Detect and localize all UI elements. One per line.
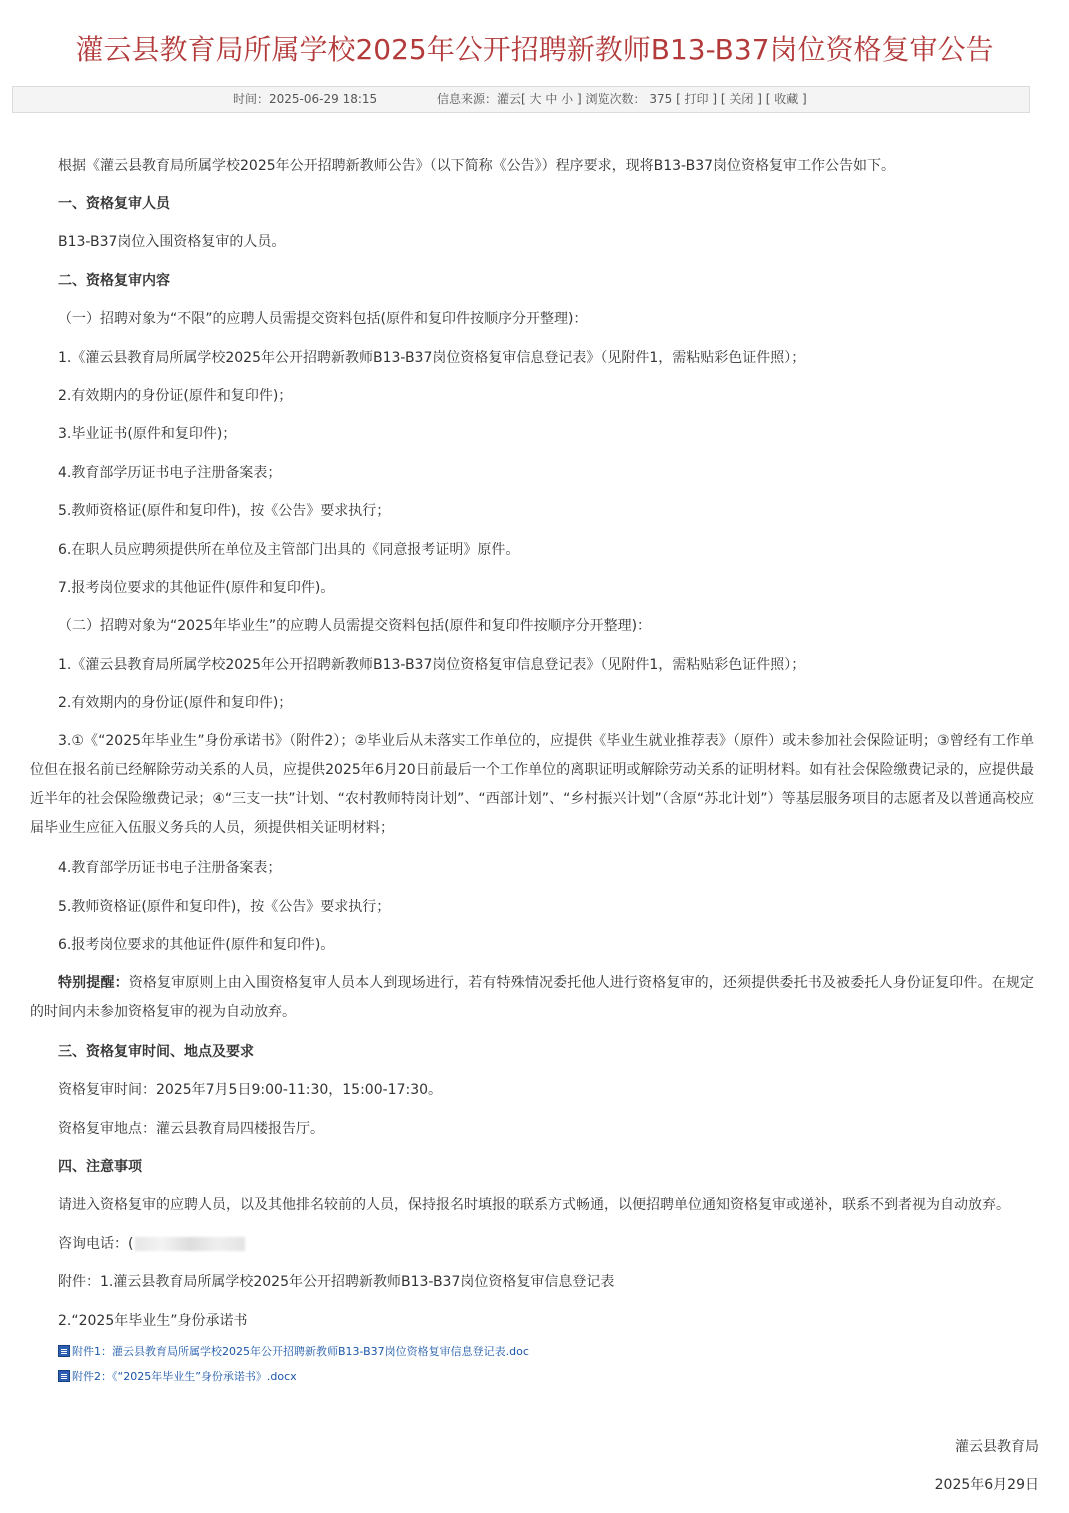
section-1-text: B13-B37岗位入围资格复审的人员。 xyxy=(58,234,286,250)
attachment-list-2: 2.“2025年毕业生”身份承诺书 xyxy=(58,1313,248,1329)
close-link[interactable]: [ 关闭 ] xyxy=(720,92,762,106)
list-item: 3.毕业证书(原件和复印件)； xyxy=(58,426,237,442)
list-item: 6.在职人员应聘须提供所在单位及主管部门出具的《同意报考证明》原件。 xyxy=(58,542,520,558)
attachment-list-1: 附件：1.灌云县教育局所属学校2025年公开招聘新教师B13-B37岗位资格复审信息登记表 xyxy=(58,1274,615,1290)
contact-phone xyxy=(58,1234,245,1254)
section-heading-3: 三、资格复审时间、地点及要求 xyxy=(58,1044,254,1060)
list-item: 6.报考岗位要求的其他证件(原件和复印件)。 xyxy=(58,937,335,953)
signature-date: 2025年6月29日 xyxy=(934,1477,1039,1493)
phone-label: 咨询电话：( xyxy=(58,1236,134,1252)
list-item: 2.有效期内的身份证(原件和复印件)； xyxy=(58,388,293,404)
meta-info xyxy=(437,87,807,112)
section-heading-2: 二、资格复审内容 xyxy=(58,273,170,289)
list-item: 2.有效期内的身份证(原件和复印件)； xyxy=(58,695,293,711)
signature-org: 灌云县教育局 xyxy=(955,1439,1039,1455)
views-count: 375 xyxy=(649,92,673,106)
list-item: 4.教育部学历证书电子注册备案表； xyxy=(58,860,282,876)
reminder-text: 资格复审原则上由入围资格复审人员本人到现场进行，若有特殊情况委托他人进行资格复审的，还须提供委托书及被委托人身份证复印件。在规定的时间内未参加资格复审的视为自动放弃。 xyxy=(30,975,1035,1020)
intro-paragraph: 根据《灌云县教育局所属学校2025年公开招聘新教师公告》（以下简称《公告》）程序要求，现将B13-B37岗位资格复审工作公告如下。 xyxy=(58,158,896,174)
notice-text: 请进入资格复审的应聘人员，以及其他排名较前的人员，保持报名时填报的联系方式畅通，以便招聘单位通知资格复审或递补，联系不到者视为自动放弃。 xyxy=(58,1197,1010,1213)
article-meta-bar xyxy=(12,86,1030,113)
reminder-label: 特别提醒： xyxy=(58,975,129,991)
word-doc-icon xyxy=(58,1370,70,1382)
list-item: 1.《灌云县教育局所属学校2025年公开招聘新教师B13-B37岗位资格复审信息登记表》（见附件1，需粘贴彩色证件照）； xyxy=(58,657,806,673)
list-item: 1.《灌云县教育局所属学校2025年公开招聘新教师B13-B37岗位资格复审信息登记表》（见附件1，需粘贴彩色证件照）； xyxy=(58,350,806,366)
word-doc-icon xyxy=(58,1345,70,1357)
redacted-phone xyxy=(135,1237,245,1251)
review-time: 资格复审时间：2025年7月5日9:00-11:30，15:00-17:30。 xyxy=(58,1082,443,1098)
list-item: 5.教师资格证(原件和复印件)，按《公告》要求执行； xyxy=(58,503,391,519)
views-label: 浏览次数： xyxy=(585,92,646,106)
favorite-link[interactable]: [ 收藏 ] xyxy=(765,92,807,106)
font-size-switch[interactable]: [ 大 中 小 ] xyxy=(521,92,582,106)
attachment-link-2-text: 附件2：《“2025年毕业生”身份承诺书》.docx xyxy=(72,1370,297,1383)
page-title: 灌云县教育局所属学校2025年公开招聘新教师B13-B37岗位资格复审公告 xyxy=(75,33,994,66)
special-reminder xyxy=(30,969,1034,1027)
subsection-heading-1: （一）招聘对象为“不限”的应聘人员需提交资料包括(原件和复印件按顺序分开整理)： xyxy=(58,311,588,327)
publish-time xyxy=(233,87,377,112)
source-value: 灌云 xyxy=(497,92,522,106)
list-item-long: 3.①《“2025年毕业生”身份承诺书》（附件2）；②毕业后从未落实工作单位的，应提供《毕业生就业推荐表》（原件）或未参加社会保险证明；③曾经有工作单位但在报名前已经解除劳动关系的人员，应提供2025年6月20日前最后一个工作单位的离职证明或解除劳动关系的证明材料。如有社会保险缴费记录的，应提供最近半年的社会保险缴费记录；④“三支一扶”计划、“农村教师特岗计划”、“西部计划”、“乡村振兴计划”（含原“苏北计划”）等基层服务项目的志愿者及以普通高校应届毕业生应征入伍服义务兵的人员，须提供相关证明材料； xyxy=(30,733,1034,836)
list-item: 5.教师资格证(原件和复印件)，按《公告》要求执行； xyxy=(58,899,391,915)
section-heading-1: 一、资格复审人员 xyxy=(58,196,170,212)
list-item: 7.报考岗位要求的其他证件(原件和复印件)。 xyxy=(58,580,335,596)
source-label: 信息来源： xyxy=(437,92,498,106)
time-label: 时间： xyxy=(233,92,270,106)
time-value: 2025-06-29 18:15 xyxy=(269,92,378,106)
list-item: 4.教育部学历证书电子注册备案表； xyxy=(58,465,282,481)
attachment-link-1[interactable] xyxy=(58,1344,529,1360)
attachment-link-2[interactable] xyxy=(58,1369,297,1385)
subsection-heading-2: （二）招聘对象为“2025年毕业生”的应聘人员需提交资料包括(原件和复印件按顺序分开整理)： xyxy=(58,618,652,634)
review-place: 资格复审地点：灌云县教育局四楼报告厅。 xyxy=(58,1121,324,1137)
print-link[interactable]: [ 打印 ] xyxy=(676,92,718,106)
attachment-link-1-text: 附件1：灌云县教育局所属学校2025年公开招聘新教师B13-B37岗位资格复审信息登记表.doc xyxy=(72,1345,529,1358)
section-heading-4: 四、注意事项 xyxy=(58,1159,142,1175)
